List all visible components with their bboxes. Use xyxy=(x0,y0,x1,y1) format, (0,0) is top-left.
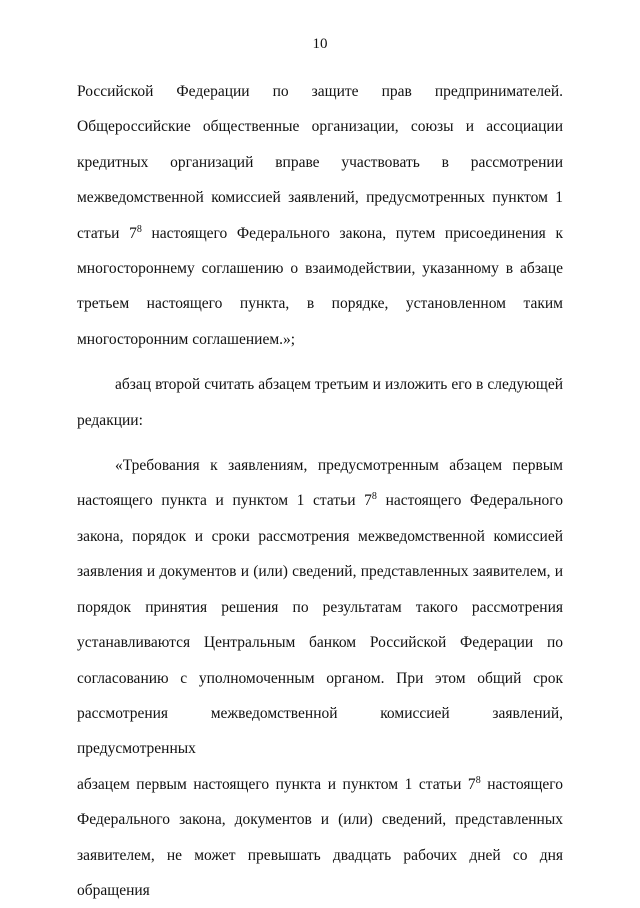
text-line: заявления и документов и (или) сведений, представленных заявителем, и xyxy=(77,563,563,581)
text-line: третьем настоящего пункта, в порядке, установленном таким xyxy=(77,295,563,313)
text-line: «Требования к заявлениям, предусмотренным абзацем первым xyxy=(115,457,563,475)
text-line: заявителем, не может превышать двадцать рабочих дней со дня обращения xyxy=(77,846,563,899)
text-line: устанавливаются Центральным банком Российской Федерации по xyxy=(77,634,563,652)
text-line: редакции: xyxy=(77,411,143,429)
superscript: 8 xyxy=(136,223,142,235)
text-line: кредитных организаций вправе участвовать в рассмотрении xyxy=(77,153,563,171)
document-body xyxy=(77,74,563,908)
text-line: абзац второй считать абзацем третьим и изложить его в следующей xyxy=(115,376,563,394)
text-line: согласованию с уполномоченным органом. При этом общий срок xyxy=(77,669,563,687)
text-line: настоящего пункта и пунктом 1 статьи $7^8$ настоящего Федерального xyxy=(77,491,563,510)
text-line: многосторонним соглашением.»; xyxy=(77,330,296,348)
text-line: Общероссийские общественные организации, союзы и ассоциации xyxy=(77,118,563,136)
text-line: закона, порядок и сроки рассмотрения межведомственной комиссией xyxy=(77,527,563,545)
superscript: 8 xyxy=(475,774,481,786)
text-line: многостороннему соглашению о взаимодействии, указанному в абзаце xyxy=(77,260,563,278)
superscript: 8 xyxy=(371,491,377,503)
text-line: порядок принятия решения по результатам такого рассмотрения xyxy=(77,598,563,616)
text-line: межведомственной комиссией заявлений, предусмотренных пунктом 1 xyxy=(77,189,563,207)
text-line: Федерального закона, документов и (или) сведений, представленных xyxy=(77,811,563,829)
text-line: абзацем первым настоящего пункта и пунктом 1 статьи $7^8$ настоящего xyxy=(77,774,563,793)
page-number: 10 xyxy=(312,36,328,52)
text-line: Российской Федерации по защите прав предпринимателей. xyxy=(77,83,563,100)
text-line: статьи $7^8$ настоящего Федерального закона, путем присоединения к xyxy=(77,223,563,242)
text-line: рассмотрения межведомственной комиссией заявлений, предусмотренных xyxy=(77,704,563,758)
